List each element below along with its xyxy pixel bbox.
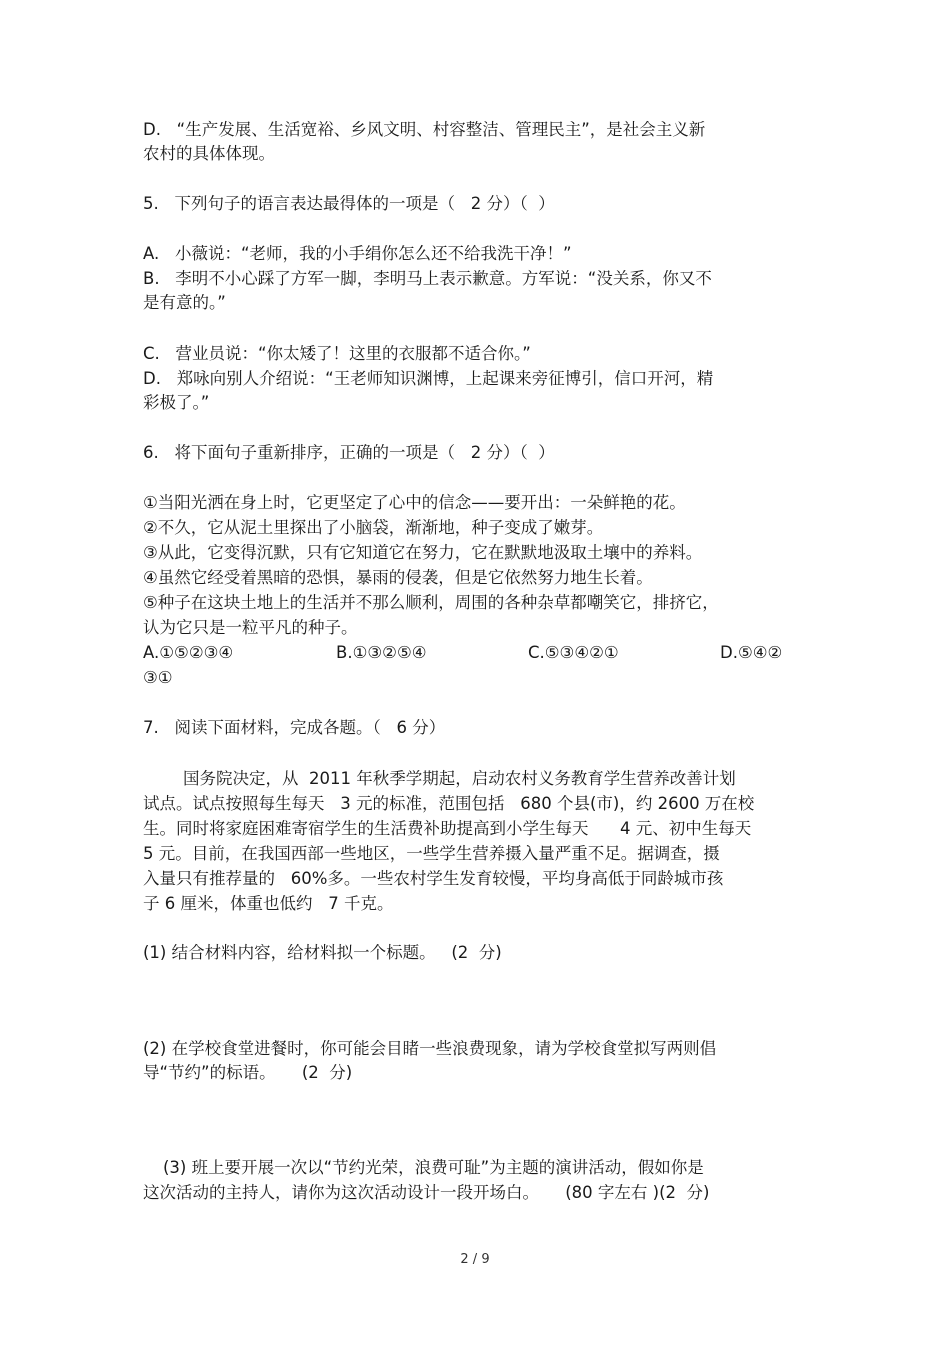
q7-material-line4: 5 元。目前，在我国西部一些地区，一些学生营养摄入量严重不足。据调查，摄 <box>143 844 720 863</box>
q6-sentence-4: ④虽然它经受着黑暗的恐惧，暴雨的侵袭，但是它依然努力地生长着。 <box>143 568 653 587</box>
q4-option-d-line2: 农村的具体体现。 <box>143 144 275 163</box>
q6-sentence-5-line2: 认为它只是一粒平凡的种子。 <box>143 618 358 637</box>
q6-option-d: D.⑤④② <box>720 643 783 662</box>
q7-material-line6: 子 6 厘米，体重也低约 7 千克。 <box>143 894 394 913</box>
q7-material-line5: 入量只有推荐量的 60%多。一些农村学生发育较慢，平均身高低于同龄城市孩 <box>143 869 724 888</box>
q7-stem: 7. 阅读下面材料，完成各题。（ 6 分） <box>143 718 446 737</box>
q7-sub2-line2: 导“节约”的标语。 (2 分) <box>143 1063 353 1082</box>
q7-sub2-line1: (2) 在学校食堂进餐时，你可能会目睹一些浪费现象，请为学校食堂拟写两则倡 <box>143 1039 717 1058</box>
q6-sentence-2: ②不久，它从泥土里探出了小脑袋，渐渐地，种子变成了嫩芽。 <box>143 518 604 537</box>
q7-sub1: (1) 结合材料内容，给材料拟一个标题。 (2 分) <box>143 943 502 962</box>
q5-option-a: A. 小薇说：“老师，我的小手绢你怎么还不给我洗干净！” <box>143 244 572 263</box>
q7-material-line2: 试点。试点按照每生每天 3 元的标准，范围包括 680 个县(市)，约 2600 万在校 <box>143 794 755 813</box>
q6-option-c: C.⑤③④②① <box>528 643 619 662</box>
q6-sentence-1: ①当阳光洒在身上时，它更坚定了心中的信念——要开出：一朵鲜艳的花。 <box>143 493 686 512</box>
q7-material-line3: 生。同时将家庭困难寄宿学生的生活费补助提高到小学生每天 4 元、初中生每天 <box>143 819 752 838</box>
q5-option-b-line2: 是有意的。” <box>143 293 226 312</box>
q7-sub3-line2: 这次活动的主持人，请你为这次活动设计一段开场白。 (80 字左右 )(2 分) <box>143 1183 710 1202</box>
q5-option-d-line1: D. 郑咏向别人介绍说：“王老师知识渊博，上起课来旁征博引，信口开河，精 <box>143 369 714 388</box>
q6-option-b: B.①③②⑤④ <box>336 643 427 662</box>
q6-option-d-wrap: ③① <box>143 668 173 687</box>
q5-option-d-line2: 彩极了。” <box>143 393 210 412</box>
q5-option-c: C. 营业员说：“你太矮了！这里的衣服都不适合你。” <box>143 344 531 363</box>
page-number: 2 / 9 <box>460 1252 490 1267</box>
q5-option-b-line1: B. 李明不小心踩了方军一脚，李明马上表示歉意。方军说：“没关系，你又不 <box>143 269 712 288</box>
q7-material-line1: 国务院决定，从 2011 年秋季学期起，启动农村义务教育学生营养改善计划 <box>183 769 736 788</box>
q5-stem: 5. 下列句子的语言表达最得体的一项是（ 2 分）（ ） <box>143 194 555 213</box>
q7-sub3-line1: (3) 班上要开展一次以“节约光荣，浪费可耻”为主题的演讲活动，假如你是 <box>163 1158 704 1177</box>
q6-option-a: A.①⑤②③④ <box>143 643 234 662</box>
q6-sentence-5-line1: ⑤种子在这块土地上的生活并不那么顺利，周围的各种杂草都嘲笑它，排挤它， <box>143 593 719 612</box>
q6-options-row <box>143 641 803 665</box>
q6-stem: 6. 将下面句子重新排序，正确的一项是（ 2 分）（ ） <box>143 443 555 462</box>
q4-option-d-line1: D. “生产发展、生活宽裕、乡风文明、村容整洁、管理民主”，是社会主义新 <box>143 120 706 139</box>
q6-sentence-3: ③从此，它变得沉默，只有它知道它在努力，它在默默地汲取土壤中的养料。 <box>143 543 703 562</box>
